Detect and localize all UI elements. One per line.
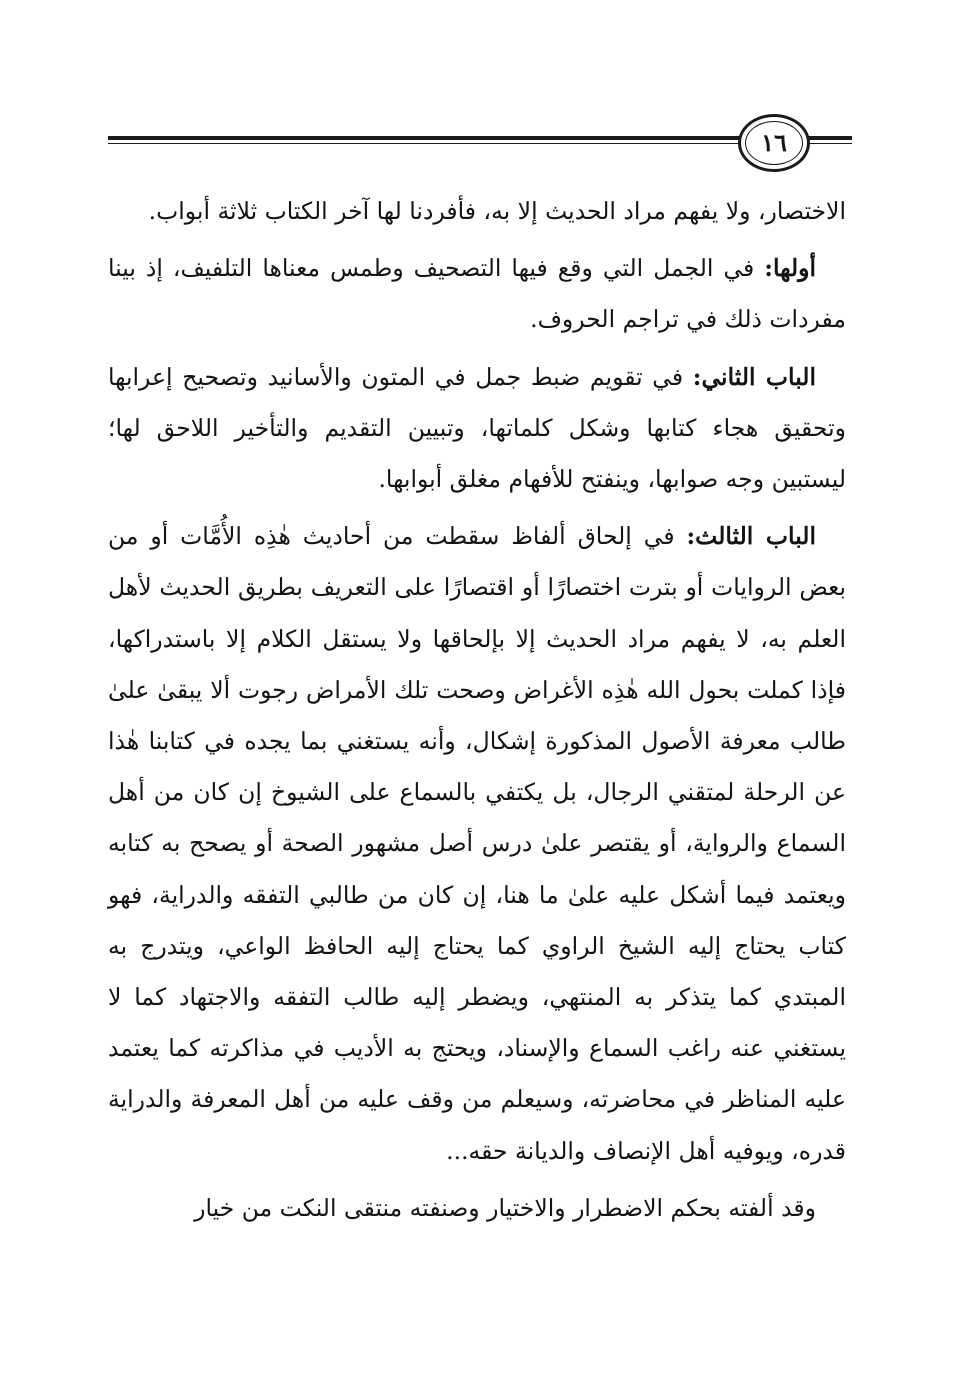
paragraph-first-chapter [108,243,846,345]
paragraph-text: الاختصار، ولا يفهم مراد الحديث إلا به، فأفردنا لها آخر الكتاب ثلاثة أبواب. [148,197,846,225]
paragraph-text: وقد ألفته بحكم الاضطرار والاختيار وصنفته منتقى النكت من خيار [194,1193,816,1222]
paragraph-text: في الجمل التي وقع فيها التصحيف وطمس معناها التلفيف، إذ بينا مفردات ذلك في تراجم الحروف. [108,254,846,334]
body-text [108,186,846,1240]
paragraph-lead: أولها: [764,254,816,283]
paragraph-closing [108,1183,846,1234]
paragraph-continuation [108,186,846,237]
paragraph-third-chapter [108,511,846,1177]
page-number: ١٦ [761,128,787,157]
paragraph-text: في إلحاق ألفاظ سقطت من أحاديث هٰذِه الأُمَّات أو من بعض الروايات أو بترت اختصارًا أو اقتصارًا على التعريف بطريق الحديث لأهل العلم به، لا يفهم مراد الحديث إلا بإلحاقها ولا يستقل الكلام إلا باستدراكها، فإذا كملت بحول الله هٰذِه الأغراض وصحت تلك الأمراض رجوت ألا يبقىٰ علىٰ طالب معرفة الأصول المذكورة إشكال، وأنه يستغني بما يجده في كتابنا هٰذا عن الرحلة لمتقني الرجال، بل يكتفي بالسماع على الشيوخ إن كان من أهل السماع والرواية، أو يقتصر علىٰ درس أصل مشهور الصحة أو يصحح به كتابه ويعتمد فيما أشكل عليه علىٰ ما هنا، إن كان من طالبي التفقه والدراية، فهو كتاب يحتاج إليه الشيخ الراوي كما يحتاج إليه الحافظ الواعي، ويتدرج به المبتدي كما يتذكر به المنتهي، ويضطر إليه طالب التفقه والاجتهاد كما لا يستغني عنه راغب السماع والإسناد، ويحتج به الأديب في مذاكرته كما يعتمد عليه المناظر في محاضرته، وسيعلم من وقف عليه من أهل المعرفة والدراية قدره، ويوفيه أهل الإنصاف والديانة حقه... [108,522,846,1165]
page-header [108,112,852,176]
paragraph-lead: الباب الثاني: [692,362,816,391]
paragraph-second-chapter [108,352,846,506]
paragraph-lead: الباب الثالث: [686,522,816,551]
paragraph-text: في تقويم ضبط جمل في المتون والأسانيد وتصحيح إعرابها وتحقيق هجاء كتابها وشكل كلماتها، وتبيين التقديم والتأخير اللاحق لها؛ ليستبين وجه صوابها، وينفتح للأفهام مغلق أبوابها. [108,362,846,494]
page-number-medallion [738,114,810,172]
